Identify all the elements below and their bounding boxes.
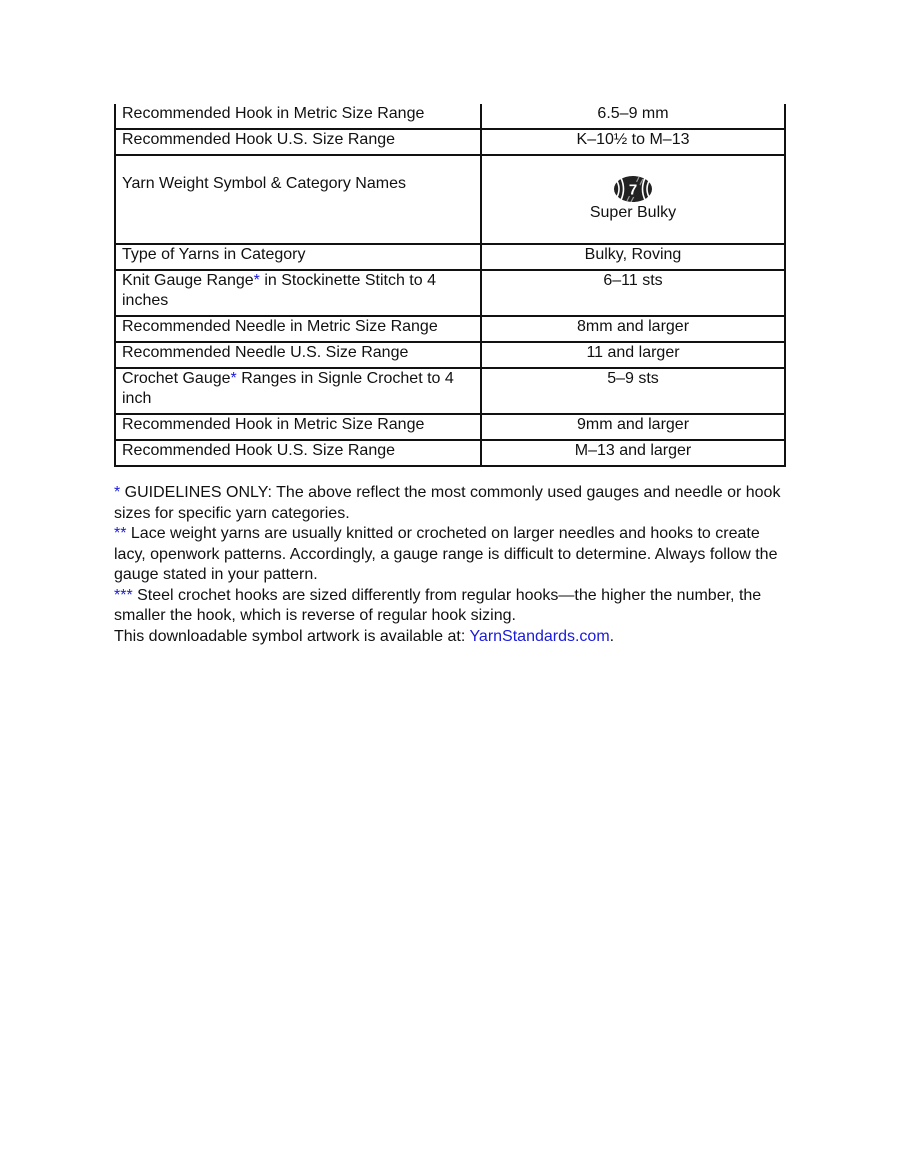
- symbol-number: 7: [628, 181, 638, 199]
- row-label: Recommended Hook in Metric Size Range: [115, 104, 481, 129]
- table-row: [115, 316, 785, 342]
- footnote-lace: [114, 524, 786, 586]
- footnote-steel-hooks: [114, 586, 786, 627]
- table-row: [115, 440, 785, 466]
- row-value: 5–9 sts: [481, 368, 785, 414]
- label-text: Crochet Gauge: [122, 370, 231, 387]
- footnote-text: Lace weight yarns are usually knitted or crocheted on larger needles and hooks to create lacy, openwork patterns. Accordingly, a gauge range is difficult to determine. Always follow the gauge stated in your pattern.: [114, 525, 778, 583]
- footnote-text: This downloadable symbol artwork is available at:: [114, 627, 470, 645]
- table-row: [115, 342, 785, 368]
- row-label: Recommended Hook U.S. Size Range: [115, 440, 481, 466]
- label-text: Ranges in Signle Crochet to 4 inch: [122, 370, 454, 407]
- row-value-symbol: [481, 155, 785, 244]
- table-row: [115, 414, 785, 440]
- row-value: 6.5–9 mm: [481, 104, 785, 129]
- row-value: Bulky, Roving: [481, 244, 785, 270]
- row-label: Yarn Weight Symbol & Category Names: [115, 155, 481, 244]
- asterisk-mark: *: [253, 272, 260, 289]
- footnote-mark: ***: [114, 586, 133, 604]
- yarn-standards-table: [114, 104, 786, 467]
- footnote-mark: *: [114, 484, 121, 501]
- row-value: K–10½ to M–13: [481, 129, 785, 155]
- row-value: 9mm and larger: [481, 414, 785, 440]
- table-row: [115, 368, 785, 414]
- footnote-text: .: [609, 627, 615, 645]
- row-label: Type of Yarns in Category: [115, 244, 481, 270]
- table-row: [115, 155, 785, 244]
- category-name: Super Bulky: [589, 204, 677, 221]
- footnotes: [114, 483, 786, 647]
- row-label: Recommended Hook U.S. Size Range: [115, 129, 481, 155]
- row-label: [115, 368, 481, 414]
- row-label: Recommended Needle in Metric Size Range: [115, 316, 481, 342]
- row-label: Recommended Hook in Metric Size Range: [115, 414, 481, 440]
- table-row: [115, 244, 785, 270]
- row-value: 6–11 sts: [481, 270, 785, 316]
- row-value: 8mm and larger: [481, 316, 785, 342]
- footnote-download: [114, 627, 786, 648]
- yarn-skein-icon: [613, 175, 653, 203]
- page: [114, 104, 786, 647]
- footnote-text: Steel crochet hooks are sized differently from regular hooks—the higher the number, the smaller the hook, which is reverse of regular hook sizing.: [114, 586, 762, 624]
- footnote-text: GUIDELINES ONLY: The above reflect the most commonly used gauges and needle or hook sizes for specific yarn categories.: [114, 484, 781, 522]
- row-value: 11 and larger: [481, 342, 785, 368]
- footnote-mark: **: [114, 525, 127, 542]
- row-label: [115, 270, 481, 316]
- label-text: Knit Gauge Range: [122, 272, 254, 289]
- table-row: [115, 104, 785, 129]
- table-row: [115, 270, 785, 316]
- row-label: Recommended Needle U.S. Size Range: [115, 342, 481, 368]
- asterisk-mark: *: [230, 370, 237, 387]
- table-row: [115, 129, 785, 155]
- yarnstandards-link[interactable]: YarnStandards.com: [469, 627, 610, 645]
- label-text: in Stockinette Stitch to 4 inches: [122, 272, 436, 309]
- row-value: M–13 and larger: [481, 440, 785, 466]
- footnote-guidelines: [114, 483, 786, 524]
